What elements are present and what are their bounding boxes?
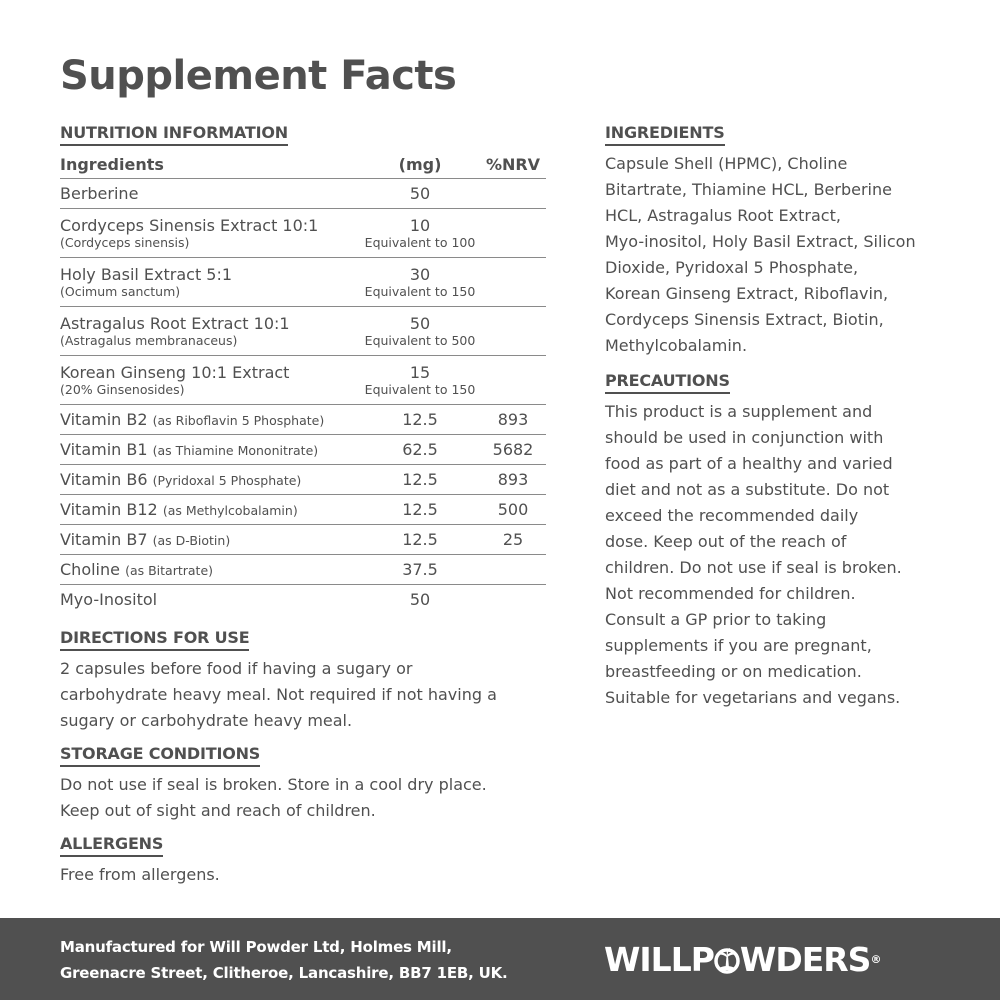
precautions-heading: PRECAUTIONS	[605, 371, 730, 394]
mg-value: 50	[409, 314, 431, 333]
nrv-value: 5682	[480, 435, 546, 465]
text-line: Methylcobalamin.	[605, 336, 748, 355]
mg-value: 12.5	[360, 465, 480, 495]
text-line: should be used in conjunction with	[605, 428, 884, 447]
text-line: dose. Keep out of the reach of	[605, 532, 847, 551]
ingredient-source: (Cordyceps sinensis)	[60, 235, 190, 250]
text-line: Keep out of sight and reach of children.	[60, 801, 376, 820]
ingredient-source: (20% Ginsenosides)	[60, 382, 185, 397]
directions-section	[60, 628, 546, 734]
mg-value: 50	[409, 590, 431, 609]
ingredient-form: (Pyridoxal 5 Phosphate)	[152, 473, 302, 488]
nrv-value	[480, 356, 546, 405]
text-line: children. Do not use if seal is broken.	[605, 558, 902, 577]
text-line: Dioxide, Pyridoxal 5 Phosphate,	[605, 258, 859, 277]
ingredient-name: Myo-Inositol	[60, 590, 158, 609]
text-line: This product is a supplement and	[605, 402, 873, 421]
ingredient-form: (as Bitartrate)	[125, 563, 214, 578]
ingredient-form: (as Methylcobalamin)	[162, 503, 298, 518]
nrv-value	[480, 307, 546, 356]
ingredient-name: Vitamin B7	[60, 530, 148, 549]
text-line: sugary or carbohydrate heavy meal.	[60, 711, 353, 730]
directions-text	[60, 656, 546, 734]
text-line: HCL, Astragalus Root Extract,	[605, 206, 841, 225]
column-header-ingredients: Ingredients	[60, 150, 360, 179]
table-row	[60, 307, 546, 356]
address-line: Manufactured for Will Powder Ltd, Holmes Mill,	[60, 938, 452, 956]
storage-heading: STORAGE CONDITIONS	[60, 744, 260, 767]
text-line: Myo-inositol, Holy Basil Extract, Silicon	[605, 232, 916, 251]
text-line: diet and not as a substitute. Do not	[605, 480, 890, 499]
table-row	[60, 405, 546, 435]
column-header-mg: (mg)	[360, 150, 480, 179]
mg-value: 15	[409, 363, 431, 382]
ingredient-name: Vitamin B1	[60, 440, 148, 459]
mg-value: 30	[409, 265, 431, 284]
logo-text-left: WILLP	[604, 940, 714, 979]
nrv-value	[480, 585, 546, 615]
table-row	[60, 585, 546, 615]
ingredient-name: Choline	[60, 560, 120, 579]
ingredient-form: (as Thiamine Mononitrate)	[152, 443, 319, 458]
mg-equivalent: Equivalent to 100	[364, 235, 476, 250]
ingredient-name: Cordyceps Sinensis Extract 10:1	[60, 216, 319, 235]
allergens-text	[60, 862, 546, 888]
ingredient-name: Vitamin B6	[60, 470, 148, 489]
ingredient-name: Vitamin B12	[60, 500, 158, 519]
ingredient-source: (Ocimum sanctum)	[60, 284, 181, 299]
manufacturer-address	[60, 934, 508, 986]
text-line: Do not use if seal is broken. Store in a cool dry place.	[60, 775, 487, 794]
ingredients-text	[605, 151, 945, 359]
table-row	[60, 258, 546, 307]
ingredients-section	[605, 123, 945, 359]
text-line: food as part of a healthy and varied	[605, 454, 893, 473]
ingredient-name: Korean Ginseng 10:1 Extract	[60, 363, 290, 382]
ingredient-name: Berberine	[60, 184, 139, 203]
storage-section	[60, 744, 546, 824]
ingredients-heading: INGREDIENTS	[605, 123, 725, 146]
logo-text-right: WDERS	[739, 940, 871, 979]
storage-text	[60, 772, 546, 824]
directions-heading: DIRECTIONS FOR USE	[60, 628, 249, 651]
registered-mark: ®	[870, 953, 882, 966]
mg-value: 37.5	[360, 555, 480, 585]
footer	[0, 918, 1000, 1000]
address-line: Greenacre Street, Clitheroe, Lancashire, BB7 1EB, UK.	[60, 964, 508, 982]
mg-equivalent: Equivalent to 500	[364, 333, 476, 348]
precautions-section	[605, 371, 945, 711]
ingredient-form: (as Riboflavin 5 Phosphate)	[152, 413, 325, 428]
mg-value: 12.5	[360, 405, 480, 435]
nutrition-header-row	[60, 150, 546, 179]
mg-equivalent: Equivalent to 150	[364, 382, 476, 397]
mg-value: 10	[409, 216, 431, 235]
table-row	[60, 555, 546, 585]
mg-equivalent: Equivalent to 150	[364, 284, 476, 299]
palm-tree-icon	[714, 943, 740, 971]
text-line: Free from allergens.	[60, 865, 220, 884]
table-row	[60, 465, 546, 495]
text-line: carbohydrate heavy meal. Not required if not having a	[60, 685, 497, 704]
ingredient-name: Holy Basil Extract 5:1	[60, 265, 233, 284]
nrv-value	[480, 179, 546, 209]
precautions-text	[605, 399, 945, 711]
left-column	[60, 123, 546, 888]
nrv-value	[480, 258, 546, 307]
text-line: exceed the recommended daily	[605, 506, 859, 525]
ingredient-form: (as D-Biotin)	[152, 533, 231, 548]
nrv-value: 500	[480, 495, 546, 525]
table-row	[60, 179, 546, 209]
text-line: Suitable for vegetarians and vegans.	[605, 688, 901, 707]
text-line: Consult a GP prior to taking	[605, 610, 827, 629]
text-line: 2 capsules before food if having a sugary or	[60, 659, 413, 678]
mg-value: 12.5	[360, 525, 480, 555]
nutrition-table	[60, 150, 546, 614]
ingredient-name: Astragalus Root Extract 10:1	[60, 314, 290, 333]
mg-value: 12.5	[360, 495, 480, 525]
ingredient-source: (Astragalus membranaceus)	[60, 333, 238, 348]
nrv-value: 893	[480, 405, 546, 435]
table-row	[60, 435, 546, 465]
column-header-nrv: %NRV	[480, 150, 546, 179]
table-row	[60, 356, 546, 405]
allergens-heading: ALLERGENS	[60, 834, 163, 857]
nrv-value	[480, 555, 546, 585]
ingredient-name: Vitamin B2	[60, 410, 148, 429]
nrv-value: 25	[480, 525, 546, 555]
page-title: Supplement Facts	[60, 53, 457, 99]
text-line: Capsule Shell (HPMC), Choline	[605, 154, 848, 173]
mg-value: 50	[409, 184, 431, 203]
text-line: supplements if you are pregnant,	[605, 636, 872, 655]
mg-value: 62.5	[360, 435, 480, 465]
text-line: breastfeeding or on medication.	[605, 662, 862, 681]
table-row	[60, 495, 546, 525]
nrv-value: 893	[480, 465, 546, 495]
brand-logo	[604, 940, 881, 980]
table-row	[60, 525, 546, 555]
nutrition-heading: NUTRITION INFORMATION	[60, 123, 288, 146]
nrv-value	[480, 209, 546, 258]
text-line: Not recommended for children.	[605, 584, 856, 603]
text-line: Bitartrate, Thiamine HCL, Berberine	[605, 180, 892, 199]
allergens-section	[60, 834, 546, 888]
text-line: Korean Ginseng Extract, Riboflavin,	[605, 284, 889, 303]
table-row	[60, 209, 546, 258]
right-column	[605, 123, 945, 711]
text-line: Cordyceps Sinensis Extract, Biotin,	[605, 310, 884, 329]
